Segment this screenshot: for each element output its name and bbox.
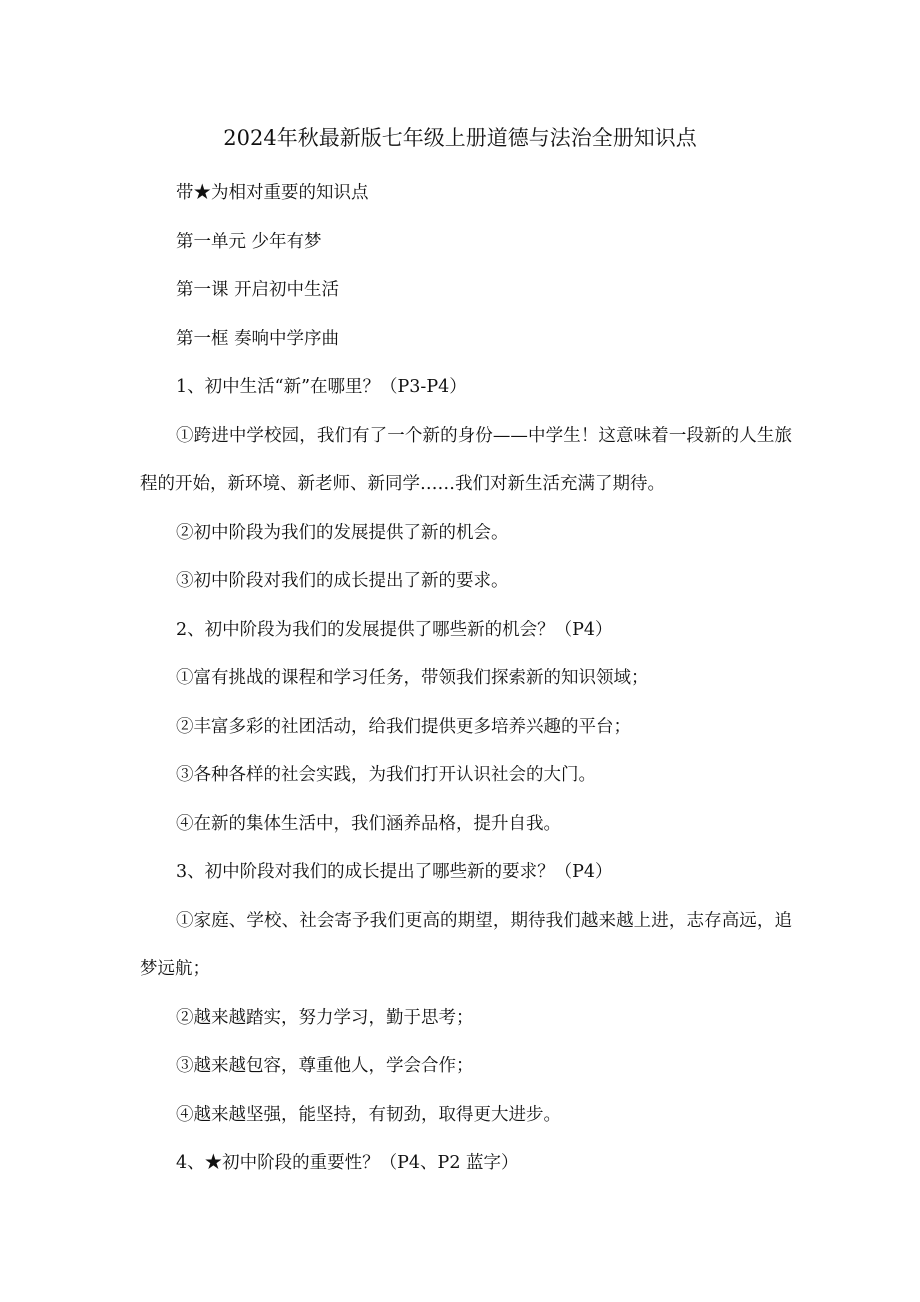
answer-1-item-2: ②初中阶段为我们的发展提供了新的机会。	[176, 522, 509, 543]
document-title: 2024年秋最新版七年级上册道德与法治全册知识点	[223, 126, 697, 150]
answer-2-item-2: ②丰富多彩的社团活动，给我们提供更多培养兴趣的平台；	[176, 716, 631, 737]
answer-2-item-4: ④在新的集体生活中，我们涵养品格，提升自我。	[176, 813, 561, 834]
answer-3-item-3: ③越来越包容，尊重他人，学会合作；	[176, 1056, 474, 1076]
document-body	[140, 169, 792, 1188]
question-3: 3、初中阶段对我们的成长提出了哪些新的要求？（P4）	[176, 862, 613, 882]
unit-heading: 第一单元 少年有梦	[176, 231, 322, 252]
answer-3-item-1: ①家庭、学校、社会寄予我们更高的期望，期待我们越来越上进，志存高远，追梦远航；	[140, 910, 792, 979]
question-1: 1、初中生活“新”在哪里？（P3-P4）	[176, 377, 467, 397]
answer-1-item-1: ①跨进中学校园，我们有了一个新的身份——中学生！这意味着一段新的人生旅程的开始，新环境、新老师、新同学……我们对新生活充满了期待。	[140, 425, 792, 494]
section-heading: 第一框 奏响中学序曲	[176, 328, 340, 349]
answer-3-item-4: ④越来越坚强，能坚持，有韧劲，取得更大进步。	[176, 1104, 561, 1125]
question-2: 2、初中阶段为我们的发展提供了哪些新的机会？（P4）	[176, 619, 613, 640]
question-4: 4、★初中阶段的重要性？（P4、P2 蓝字）	[176, 1153, 519, 1173]
note-paragraph: 带★为相对重要的知识点	[176, 183, 369, 203]
lesson-heading: 第一课 开启初中生活	[176, 280, 340, 300]
answer-2-item-3: ③各种各样的社会实践，为我们打开认识社会的大门。	[176, 765, 596, 785]
answer-1-item-3: ③初中阶段对我们的成长提出了新的要求。	[176, 571, 509, 591]
answer-2-item-1: ①富有挑战的课程和学习任务，带领我们探索新的知识领域；	[176, 668, 649, 688]
answer-3-item-2: ②越来越踏实，努力学习，勤于思考；	[176, 1007, 474, 1028]
